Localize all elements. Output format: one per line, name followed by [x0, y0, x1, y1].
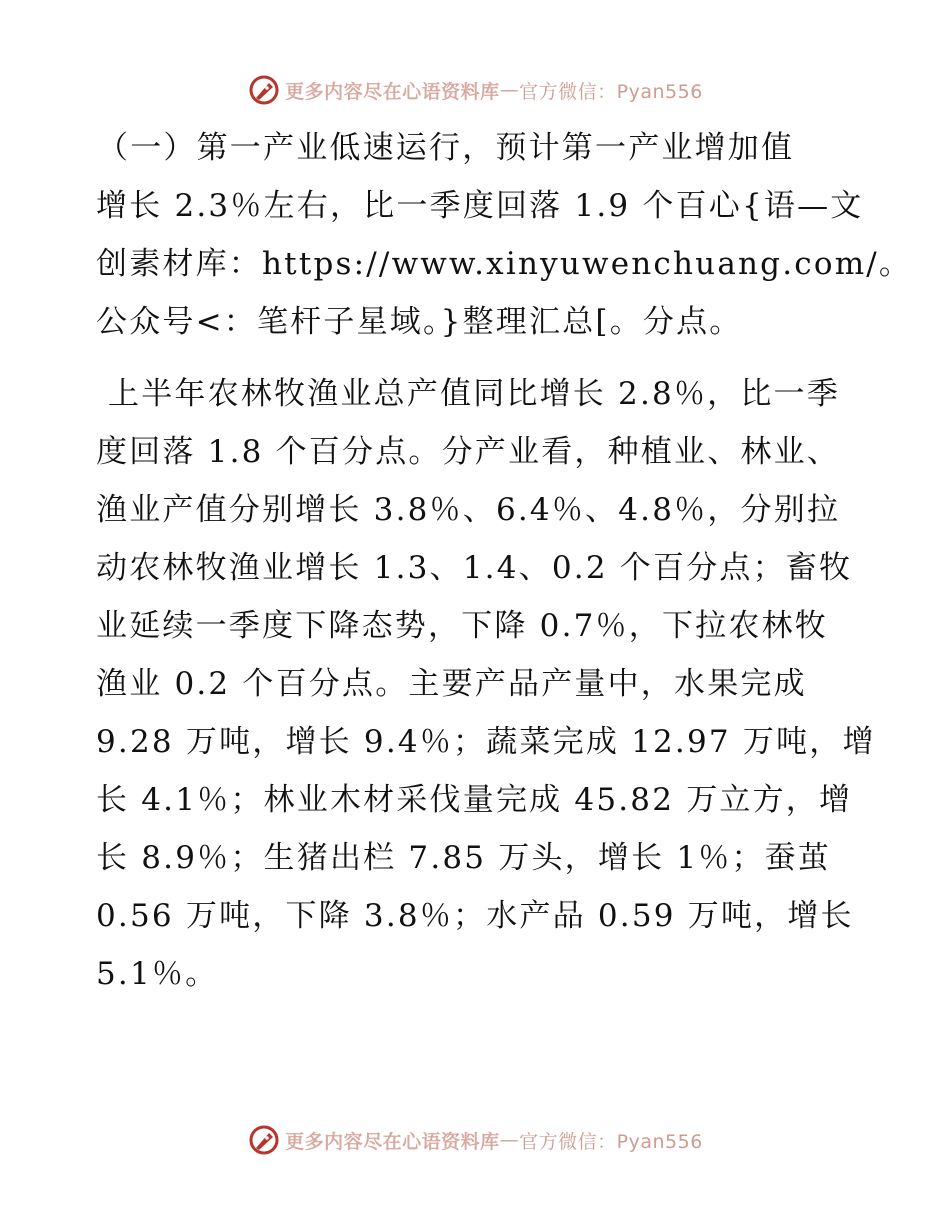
header-watermark [0, 70, 950, 110]
paragraph-line: 上半年农林牧渔业总产值同比增长 2.8％，比一季 [108, 376, 840, 412]
paragraph-line: 业延续一季度下降态势，下降 0.7％，下拉农林牧 [96, 608, 828, 644]
paragraph-line: 长 4.1％；林业木材采伐量完成 45.82 万立方，增 [96, 782, 853, 818]
paragraph-line: 度回落 1.8 个百分点。分产业看，种植业、林业、 [96, 434, 841, 470]
watermark-separator: — [499, 79, 520, 101]
paragraph-line: 增长 2.3％左右，比一季度回落 1.9 个百心{语—文 [96, 188, 864, 224]
watermark-contact-text: 官方微信：Pyan556 [519, 1130, 703, 1153]
paragraph-line: 公众号<：笔杆子星域。}整理汇总[。分点。 [96, 304, 743, 340]
watermark-main-text: 更多内容尽在心语资料库 [285, 1130, 500, 1153]
watermark-main-text: 更多内容尽在心语资料库 [285, 80, 500, 103]
paragraph-line: 动农林牧渔业增长 1.3、1.4、0.2 个百分点；畜牧 [96, 550, 853, 586]
paragraph-line: 渔业产值分别增长 3.8％、6.4％、4.8％，分别拉 [96, 492, 841, 528]
watermark-contact-text: 官方微信：Pyan556 [519, 80, 703, 103]
paragraph-line: 长 8.9％；生猪出栏 7.85 万头，增长 1％；蚕茧 [96, 840, 832, 876]
watermark-separator: — [499, 1129, 520, 1151]
paragraph-line: 9.28 万吨，增长 9.4％；蔬菜完成 12.97 万吨，增 [96, 724, 876, 760]
paragraph-line: 渔业 0.2 个百分点。主要产品产量中，水果完成 [96, 666, 807, 702]
pen-nib-circle-icon [247, 73, 281, 107]
paragraph-line: 0.56 万吨，下降 3.8％；水产品 0.59 万吨，增长 [96, 898, 854, 934]
paragraph-line: 创素材库：https://www.xinyuwenchuang.com/。 [96, 246, 913, 282]
paragraph-line: （一）第一产业低速运行，预计第一产业增加值 [97, 130, 795, 166]
paragraph-line: 5.1％。 [96, 956, 219, 992]
pen-nib-circle-icon [247, 1123, 281, 1157]
footer-watermark [0, 1120, 950, 1160]
